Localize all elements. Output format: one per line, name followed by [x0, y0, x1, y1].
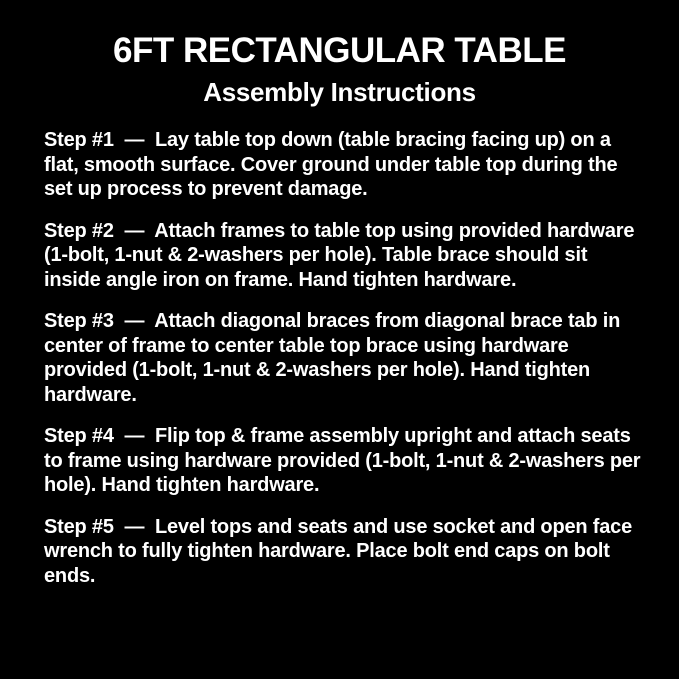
page-title: 6FT RECTANGULAR TABLE [113, 31, 566, 70]
step-4-text: Step #4 — Flip top & frame assembly upright and attach seats to frame using hardware provided (1-bolt, 1-nut & 2-washers per hole). Hand tighten hardware. [44, 425, 646, 497]
header [0, 0, 679, 106]
step-1-text: Step #1 — Lay table top down (table bracing facing up) on a flat, smooth surface. Cover ground under table top during the set up process to prevent damage. [44, 129, 623, 201]
step-5-text: Step #5 — Level tops and seats and use socket and open face wrench to fully tighten hardware. Place bolt end caps on bolt ends. [44, 515, 638, 587]
step-2-text: Step #2 — Attach frames to table top using provided hardware (1-bolt, 1-nut & 2-washers per hole). Table brace should sit inside angle iron on frame. Hand tighten hardware. [44, 219, 640, 291]
steps-list [0, 106, 679, 588]
step-3-text: Step #3 — Attach diagonal braces from diagonal brace tab in center of frame to center table top brace using hardware provided (1-bolt, 1-nut & 2-washers per hole). Hand tighten hardware. [44, 310, 626, 406]
page-subtitle: Assembly Instructions [203, 76, 476, 107]
